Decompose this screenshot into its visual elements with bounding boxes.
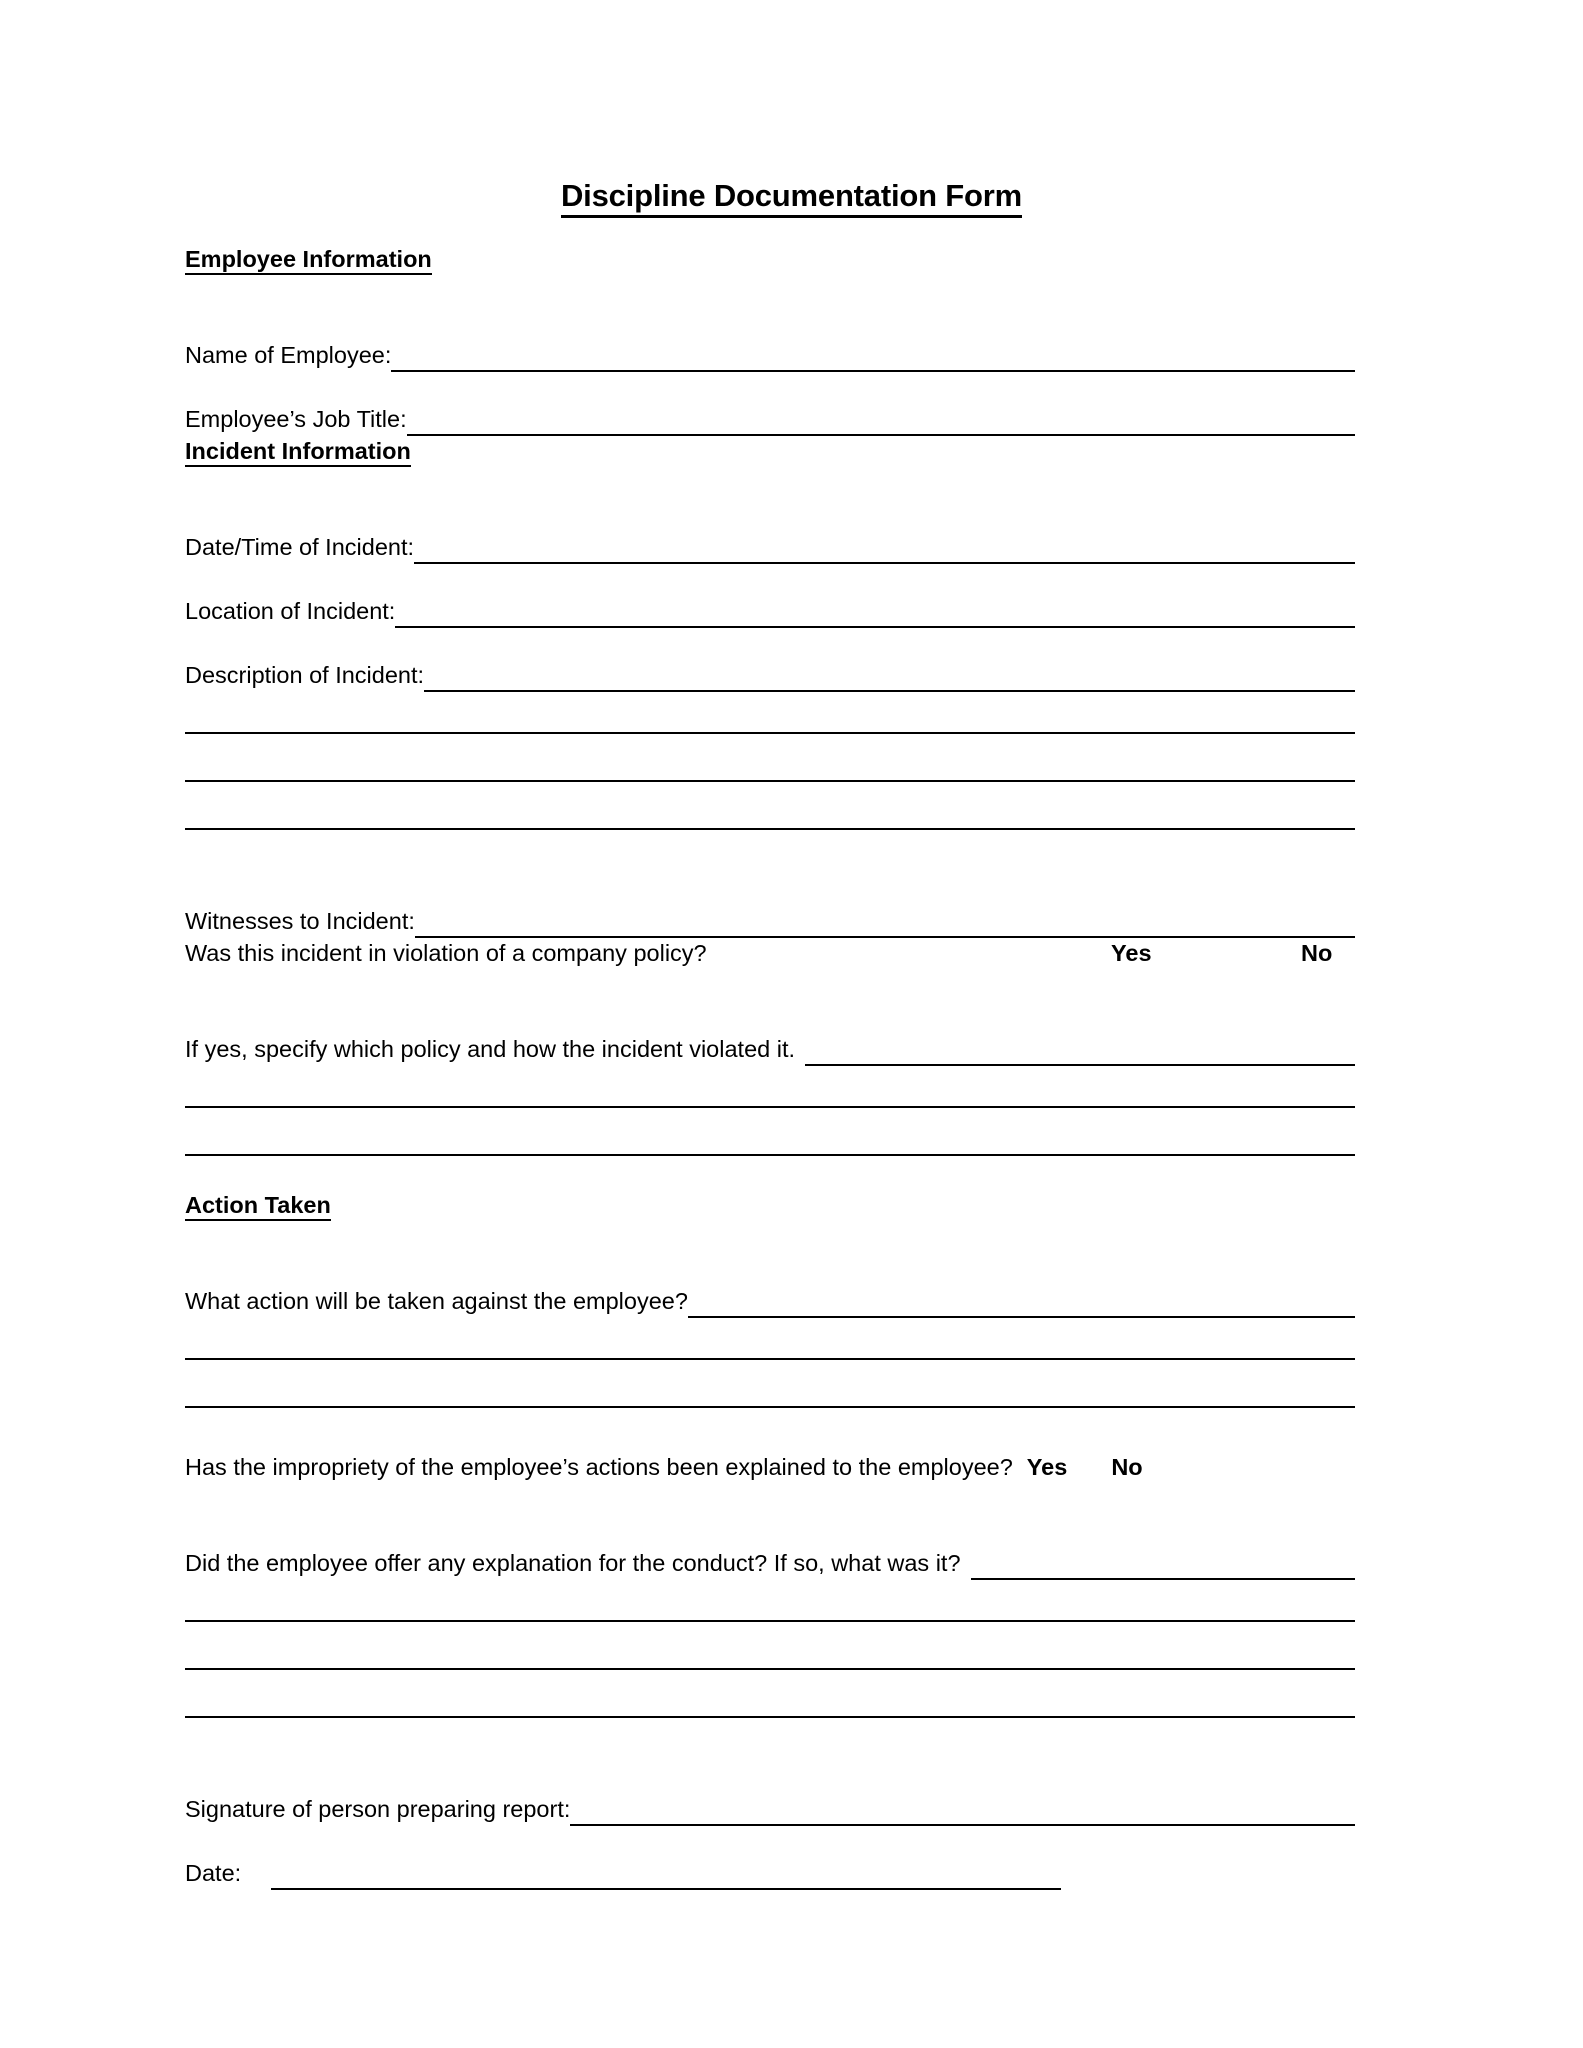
- section-heading-action-taken: [185, 1190, 1355, 1254]
- field-employee-explanation-line-3[interactable]: [185, 1622, 1355, 1670]
- field-location-of-incident-input[interactable]: [395, 600, 1355, 628]
- field-policy-specify-label: If yes, specify which policy and how the incident violated it.: [185, 1036, 796, 1062]
- field-name-of-employee[interactable]: [185, 308, 1355, 372]
- field-date-time-of-incident-input[interactable]: [414, 536, 1355, 564]
- field-employee-explanation-line-4[interactable]: [185, 1670, 1355, 1718]
- section-heading-incident-information-label: Incident Information: [185, 438, 411, 467]
- field-location-of-incident-label: Location of Incident:: [185, 598, 396, 624]
- field-signature-of-preparer-label: Signature of person preparing report:: [185, 1796, 571, 1822]
- question-impropriety-explained-yes-option[interactable]: Yes: [1026, 1454, 1068, 1480]
- question-impropriety-explained-no-option[interactable]: No: [1111, 1454, 1143, 1480]
- field-policy-specify-line-3[interactable]: [185, 1108, 1355, 1156]
- field-employee-job-title[interactable]: [185, 372, 1355, 436]
- field-action-to-be-taken[interactable]: [185, 1254, 1355, 1318]
- field-date-time-of-incident-label: Date/Time of Incident:: [185, 534, 415, 560]
- field-date-input[interactable]: [271, 1862, 1061, 1890]
- field-action-to-be-taken-line-3[interactable]: [185, 1360, 1355, 1408]
- field-policy-specify-input[interactable]: [805, 1038, 1355, 1066]
- question-policy-violation-no-option[interactable]: No: [1301, 940, 1333, 966]
- field-description-of-incident-line-3[interactable]: [185, 734, 1355, 782]
- field-employee-explanation[interactable]: [185, 1516, 1355, 1580]
- field-description-of-incident-line-4[interactable]: [185, 782, 1355, 830]
- field-description-of-incident-line-2[interactable]: [185, 692, 1355, 734]
- section-heading-action-taken-label: Action Taken: [185, 1192, 331, 1221]
- field-employee-explanation-line-2[interactable]: [185, 1580, 1355, 1622]
- field-policy-specify[interactable]: [185, 1002, 1355, 1066]
- field-witnesses-to-incident[interactable]: [185, 874, 1355, 938]
- field-action-to-be-taken-line-2[interactable]: [185, 1318, 1355, 1360]
- field-location-of-incident[interactable]: [185, 564, 1355, 628]
- question-policy-violation: [185, 938, 1355, 1002]
- question-impropriety-explained-label: Has the impropriety of the employee’s actions been explained to the employee?: [185, 1454, 1013, 1480]
- page-title-text: Discipline Documentation Form: [561, 178, 1022, 218]
- field-witnesses-to-incident-label: Witnesses to Incident:: [185, 908, 415, 934]
- spacer-after-description: [185, 830, 1355, 874]
- field-signature-of-preparer-input[interactable]: [570, 1798, 1355, 1826]
- field-action-to-be-taken-label: What action will be taken against the employee?: [185, 1288, 688, 1314]
- field-employee-job-title-input[interactable]: [407, 408, 1355, 436]
- question-impropriety-explained: [185, 1452, 1355, 1516]
- field-date-time-of-incident[interactable]: [185, 500, 1355, 564]
- field-name-of-employee-input[interactable]: [391, 344, 1355, 372]
- field-witnesses-to-incident-input[interactable]: [415, 910, 1355, 938]
- section-heading-employee-information-label: Employee Information: [185, 246, 432, 275]
- field-employee-explanation-input[interactable]: [971, 1552, 1355, 1580]
- section-heading-incident-information: [185, 436, 1355, 500]
- question-policy-violation-label: Was this incident in violation of a company policy?: [185, 940, 707, 966]
- field-policy-specify-line-2[interactable]: [185, 1066, 1355, 1108]
- field-employee-job-title-label: Employee’s Job Title:: [185, 406, 407, 432]
- field-description-of-incident[interactable]: [185, 628, 1355, 692]
- field-action-to-be-taken-input[interactable]: [688, 1290, 1355, 1318]
- field-description-of-incident-label: Description of Incident:: [185, 662, 425, 688]
- page-title: [0, 178, 1583, 214]
- field-date[interactable]: [185, 1826, 1355, 1890]
- field-description-of-incident-input[interactable]: [424, 664, 1355, 692]
- spacer-after-action: [185, 1408, 1355, 1452]
- field-signature-of-preparer[interactable]: [185, 1762, 1355, 1826]
- field-name-of-employee-label: Name of Employee:: [185, 342, 392, 368]
- spacer-before-signoff: [185, 1718, 1355, 1762]
- field-date-label: Date:: [185, 1860, 242, 1886]
- section-heading-employee-information: [185, 244, 1355, 308]
- question-policy-violation-yes-option[interactable]: Yes: [1111, 940, 1152, 966]
- form-body: [185, 244, 1355, 1890]
- field-employee-explanation-label: Did the employee offer any explanation for the conduct? If so, what was it?: [185, 1550, 961, 1576]
- spacer-before-action-taken: [185, 1156, 1355, 1190]
